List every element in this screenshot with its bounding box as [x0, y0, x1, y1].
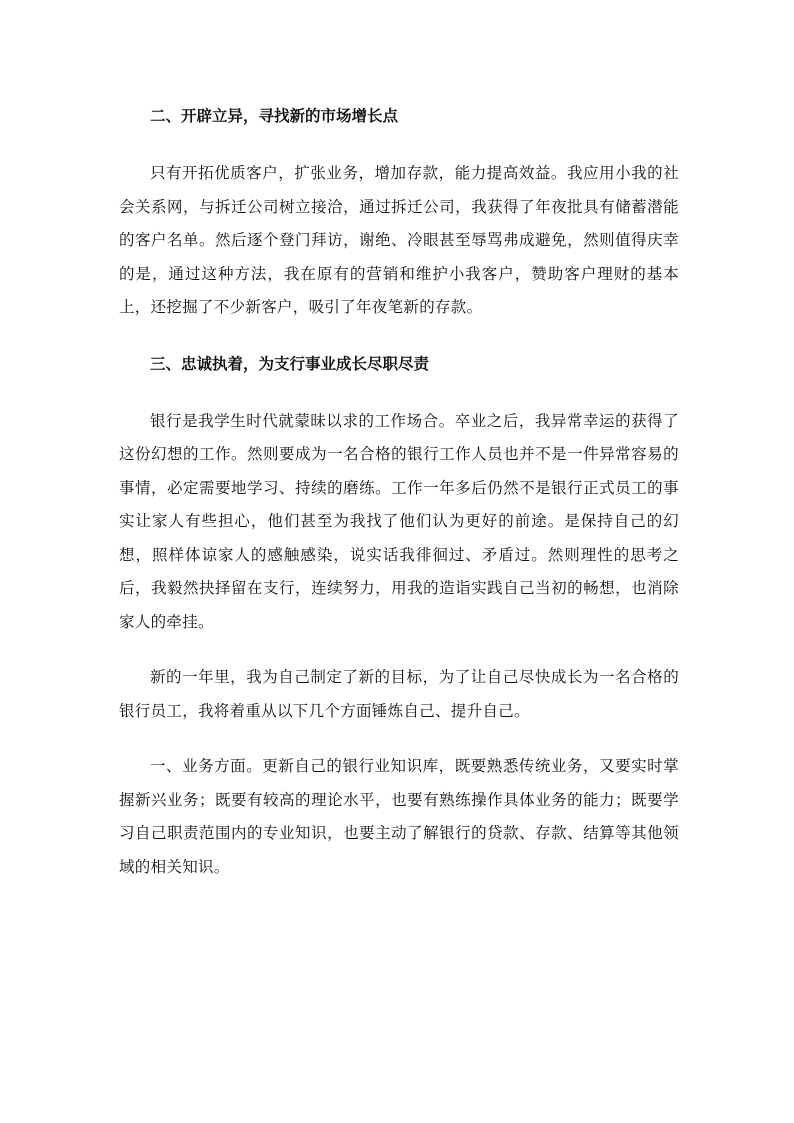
- section-3-paragraph-3: 一、业务方面。更新自己的银行业知识库，既要熟悉传统业务，又要实时掌握新兴业务；既要有较高的理论水平，也要有熟练操作具体业务的能力；既要学习自己职责范围内的专业知识，也要主动了解银行的贷款、存款、结算等其他领域的相关知识。: [119, 757, 679, 876]
- section-3-paragraph-2: 新的一年里，我为自己制定了新的目标，为了让自己尽快成长为一名合格的银行员工，我将着重从以下几个方面锤炼自己、提升自己。: [119, 668, 679, 720]
- section-heading-2: 二、开辟立异，寻找新的市场增长点: [150, 107, 399, 125]
- section-heading-3: 三、忠诚执着，为支行事业成长尽职尽责: [150, 354, 430, 373]
- section-2-paragraph-1: 只有开拓优质客户，扩张业务，增加存款，能力提高效益。我应用小我的社会关系网，与拆迁公司树立接洽，通过拆迁公司，我获得了年夜批具有储蓄潜能的客户名单。然后逐个登门拜访，谢绝、冷眼甚至辱骂弗成避免，然则值得庆幸的是，通过这种方法，我在原有的营销和维护小我客户，赞助客户理财的基本上，还挖掘了不少新客户，吸引了年夜笔新的存款。: [119, 164, 679, 316]
- section-3-paragraph-1: 银行是我学生时代就蒙昧以求的工作场合。卒业之后，我异常幸运的获得了这份幻想的工作。然则要成为一名合格的银行工作人员也并不是一件异常容易的事情，必定需要地学习、持续的磨练。工作一年多后仍然不是银行正式员工的事实让家人有些担心，他们甚至为我找了他们认为更好的前途。是保持自己的幻想，照样体谅家人的感触感染，说实话我徘徊过、矛盾过。然则理性的思考之后，我毅然抉择留在支行，连续努力，用我的造诣实践自己当初的畅想，也消除家人的牵挂。: [119, 411, 679, 631]
- document-body: [119, 99, 679, 884]
